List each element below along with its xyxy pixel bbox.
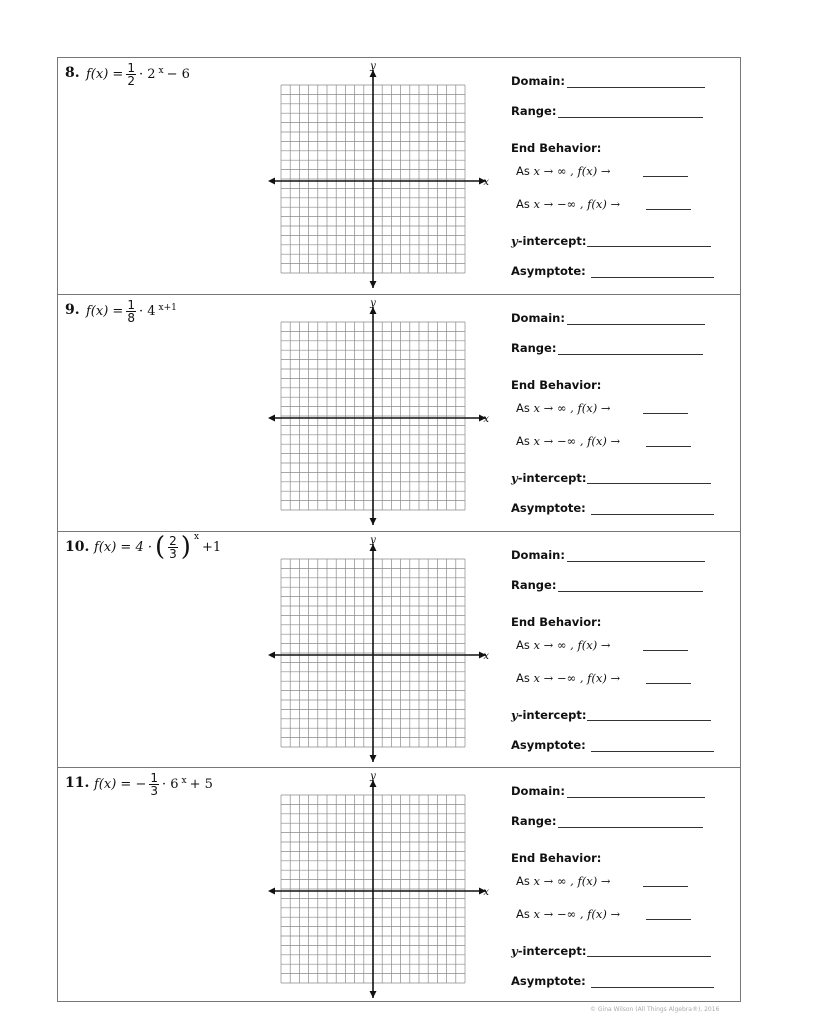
- graph-svg[interactable]: [268, 532, 488, 764]
- y-axis-label: y: [370, 535, 376, 546]
- formula-fraction: [126, 299, 136, 324]
- x-axis-label: x: [483, 651, 489, 662]
- asymptote-answer-line[interactable]: [591, 751, 714, 752]
- graph-svg[interactable]: [268, 58, 488, 290]
- y-variable: y: [511, 708, 518, 722]
- as-text: As: [516, 197, 530, 211]
- x-axis-label: x: [483, 887, 489, 898]
- problem-9: [58, 295, 740, 532]
- range-label: Range:: [511, 104, 557, 118]
- y-intercept-answer-line[interactable]: [587, 720, 711, 721]
- formula-lhs: f(x) =: [86, 304, 124, 319]
- problem-10: [58, 532, 740, 768]
- domain-answer-line[interactable]: [567, 87, 705, 88]
- end-behavior-negative: [516, 671, 620, 685]
- y-intercept-answer-line[interactable]: [587, 956, 711, 957]
- domain-label: Domain:: [511, 548, 565, 562]
- y-axis-bottom-arrow: [370, 755, 377, 762]
- coordinate-grid[interactable]: [268, 295, 488, 531]
- formula-lhs: f(x) = −: [94, 777, 147, 792]
- function-arrow: f(x) →: [587, 907, 621, 921]
- end-behavior-positive-line[interactable]: [643, 176, 688, 177]
- range-answer-line[interactable]: [558, 354, 703, 355]
- problem-11: [58, 768, 740, 1001]
- problem-formula: [86, 62, 190, 87]
- asymptote-answer-line[interactable]: [591, 514, 714, 515]
- asymptote-label: Asymptote:: [511, 974, 586, 988]
- y-intercept-label: [511, 944, 587, 958]
- y-intercept-text: -intercept:: [517, 471, 587, 485]
- end-behavior-label: End Behavior:: [511, 615, 602, 629]
- end-behavior-negative-line[interactable]: [646, 446, 691, 447]
- limit-expression: x → −∞ ,: [533, 197, 584, 211]
- limit-expression: x → ∞ ,: [533, 164, 574, 178]
- limit-expression: x → −∞ ,: [533, 907, 584, 921]
- fraction-numerator: 2: [169, 533, 177, 548]
- end-behavior-positive: [516, 874, 611, 888]
- end-behavior-positive-line[interactable]: [643, 650, 688, 651]
- end-behavior-positive-line[interactable]: [643, 413, 688, 414]
- asymptote-label: Asymptote:: [511, 738, 586, 752]
- formula-lhs: f(x) =: [86, 67, 124, 82]
- y-variable: y: [511, 944, 518, 958]
- y-intercept-answer-line[interactable]: [587, 483, 711, 484]
- asymptote-label: Asymptote:: [511, 264, 586, 278]
- formula-tail: − 6: [166, 67, 190, 82]
- problem-number: 10.: [65, 539, 90, 555]
- formula-exponent: x: [181, 775, 187, 786]
- problem-formula: [94, 772, 213, 797]
- formula-tail: +1: [202, 539, 222, 555]
- as-text: As: [516, 401, 530, 415]
- problem-formula: [94, 534, 221, 560]
- asymptote-label: Asymptote:: [511, 501, 586, 515]
- domain-answer-line[interactable]: [567, 797, 705, 798]
- coordinate-grid[interactable]: [268, 58, 488, 294]
- formula-exponent: x: [158, 65, 164, 76]
- formula-base: · 4: [138, 304, 156, 319]
- end-behavior-positive: [516, 401, 611, 415]
- end-behavior-label: End Behavior:: [511, 851, 602, 865]
- limit-expression: x → ∞ ,: [533, 401, 574, 415]
- x-axis-left-arrow: [268, 178, 275, 185]
- end-behavior-label: End Behavior:: [511, 378, 602, 392]
- range-answer-line[interactable]: [558, 117, 703, 118]
- function-arrow: f(x) →: [577, 874, 611, 888]
- end-behavior-negative-line[interactable]: [646, 683, 691, 684]
- y-intercept-label: [511, 708, 587, 722]
- formula-lhs: f(x) = 4 ·: [94, 539, 152, 555]
- paren-close: ): [180, 532, 191, 562]
- domain-label: Domain:: [511, 784, 565, 798]
- as-text: As: [516, 434, 530, 448]
- limit-expression: x → ∞ ,: [533, 638, 574, 652]
- y-variable: y: [511, 234, 518, 248]
- range-label: Range:: [511, 578, 557, 592]
- formula-tail: + 5: [189, 777, 213, 792]
- y-intercept-label: [511, 471, 587, 485]
- domain-answer-line[interactable]: [567, 561, 705, 562]
- limit-expression: x → ∞ ,: [533, 874, 574, 888]
- graph-svg[interactable]: [268, 295, 488, 527]
- as-text: As: [516, 164, 530, 178]
- end-behavior-positive-line[interactable]: [643, 886, 688, 887]
- x-axis-left-arrow: [268, 415, 275, 422]
- end-behavior-negative: [516, 434, 620, 448]
- y-axis-bottom-arrow: [370, 281, 377, 288]
- fraction-denominator: 2: [127, 74, 135, 88]
- end-behavior-negative: [516, 907, 620, 921]
- formula-fraction: [149, 772, 159, 797]
- fraction-numerator: 1: [127, 61, 135, 75]
- coordinate-grid[interactable]: [268, 532, 488, 768]
- range-label: Range:: [511, 814, 557, 828]
- domain-answer-line[interactable]: [567, 324, 705, 325]
- end-behavior-negative-line[interactable]: [646, 209, 691, 210]
- range-answer-line[interactable]: [558, 591, 703, 592]
- graph-svg[interactable]: [268, 768, 488, 1000]
- formula-fraction: [168, 535, 178, 560]
- end-behavior-positive: [516, 164, 611, 178]
- formula-base: · 2: [138, 67, 156, 82]
- domain-label: Domain:: [511, 74, 565, 88]
- paren-open: (: [154, 532, 166, 562]
- coordinate-grid[interactable]: [268, 768, 488, 1004]
- fraction-denominator: 8: [127, 311, 135, 325]
- asymptote-answer-line[interactable]: [591, 277, 714, 278]
- function-arrow: f(x) →: [577, 638, 611, 652]
- limit-expression: x → −∞ ,: [533, 434, 584, 448]
- limit-expression: x → −∞ ,: [533, 671, 584, 685]
- function-arrow: f(x) →: [587, 197, 621, 211]
- y-intercept-text: -intercept:: [517, 708, 587, 722]
- asymptote-answer-line[interactable]: [591, 987, 714, 988]
- y-axis-bottom-arrow: [370, 518, 377, 525]
- function-arrow: f(x) →: [587, 434, 621, 448]
- x-axis-left-arrow: [268, 888, 275, 895]
- copyright-footer: © Gina Wilson (All Things Algebra®), 2016: [590, 1006, 720, 1013]
- fraction-denominator: 3: [150, 784, 158, 798]
- worksheet: [57, 57, 741, 1002]
- y-intercept-text: -intercept:: [517, 234, 587, 248]
- formula-fraction: [126, 62, 136, 87]
- x-axis-label: x: [483, 414, 489, 425]
- y-variable: y: [511, 471, 518, 485]
- fraction-numerator: 1: [127, 298, 135, 312]
- as-text: As: [516, 907, 530, 921]
- x-axis-left-arrow: [268, 652, 275, 659]
- end-behavior-label: End Behavior:: [511, 141, 602, 155]
- y-intercept-text: -intercept:: [517, 944, 587, 958]
- function-arrow: f(x) →: [577, 401, 611, 415]
- formula-exponent: x: [193, 532, 200, 542]
- y-axis-label: y: [370, 298, 376, 309]
- as-text: As: [516, 638, 530, 652]
- problem-8: [58, 58, 740, 295]
- function-arrow: f(x) →: [587, 671, 621, 685]
- problem-number: 11.: [65, 775, 90, 791]
- problem-number: 8.: [65, 65, 80, 81]
- y-axis-label: y: [370, 61, 376, 72]
- function-arrow: f(x) →: [577, 164, 611, 178]
- end-behavior-negative: [516, 197, 620, 211]
- problem-formula: [86, 299, 177, 324]
- end-behavior-negative-line[interactable]: [646, 919, 691, 920]
- y-intercept-answer-line[interactable]: [587, 246, 711, 247]
- end-behavior-positive: [516, 638, 611, 652]
- fraction-denominator: 3: [169, 546, 177, 561]
- problem-number: 9.: [65, 302, 80, 318]
- fraction-numerator: 1: [150, 771, 158, 785]
- formula-base: · 6: [161, 777, 179, 792]
- x-axis-label: x: [483, 177, 489, 188]
- y-intercept-label: [511, 234, 587, 248]
- range-label: Range:: [511, 341, 557, 355]
- range-answer-line[interactable]: [558, 827, 703, 828]
- domain-label: Domain:: [511, 311, 565, 325]
- as-text: As: [516, 874, 530, 888]
- y-axis-bottom-arrow: [370, 991, 377, 998]
- y-axis-label: y: [370, 771, 376, 782]
- formula-exponent: x+1: [158, 302, 177, 313]
- as-text: As: [516, 671, 530, 685]
